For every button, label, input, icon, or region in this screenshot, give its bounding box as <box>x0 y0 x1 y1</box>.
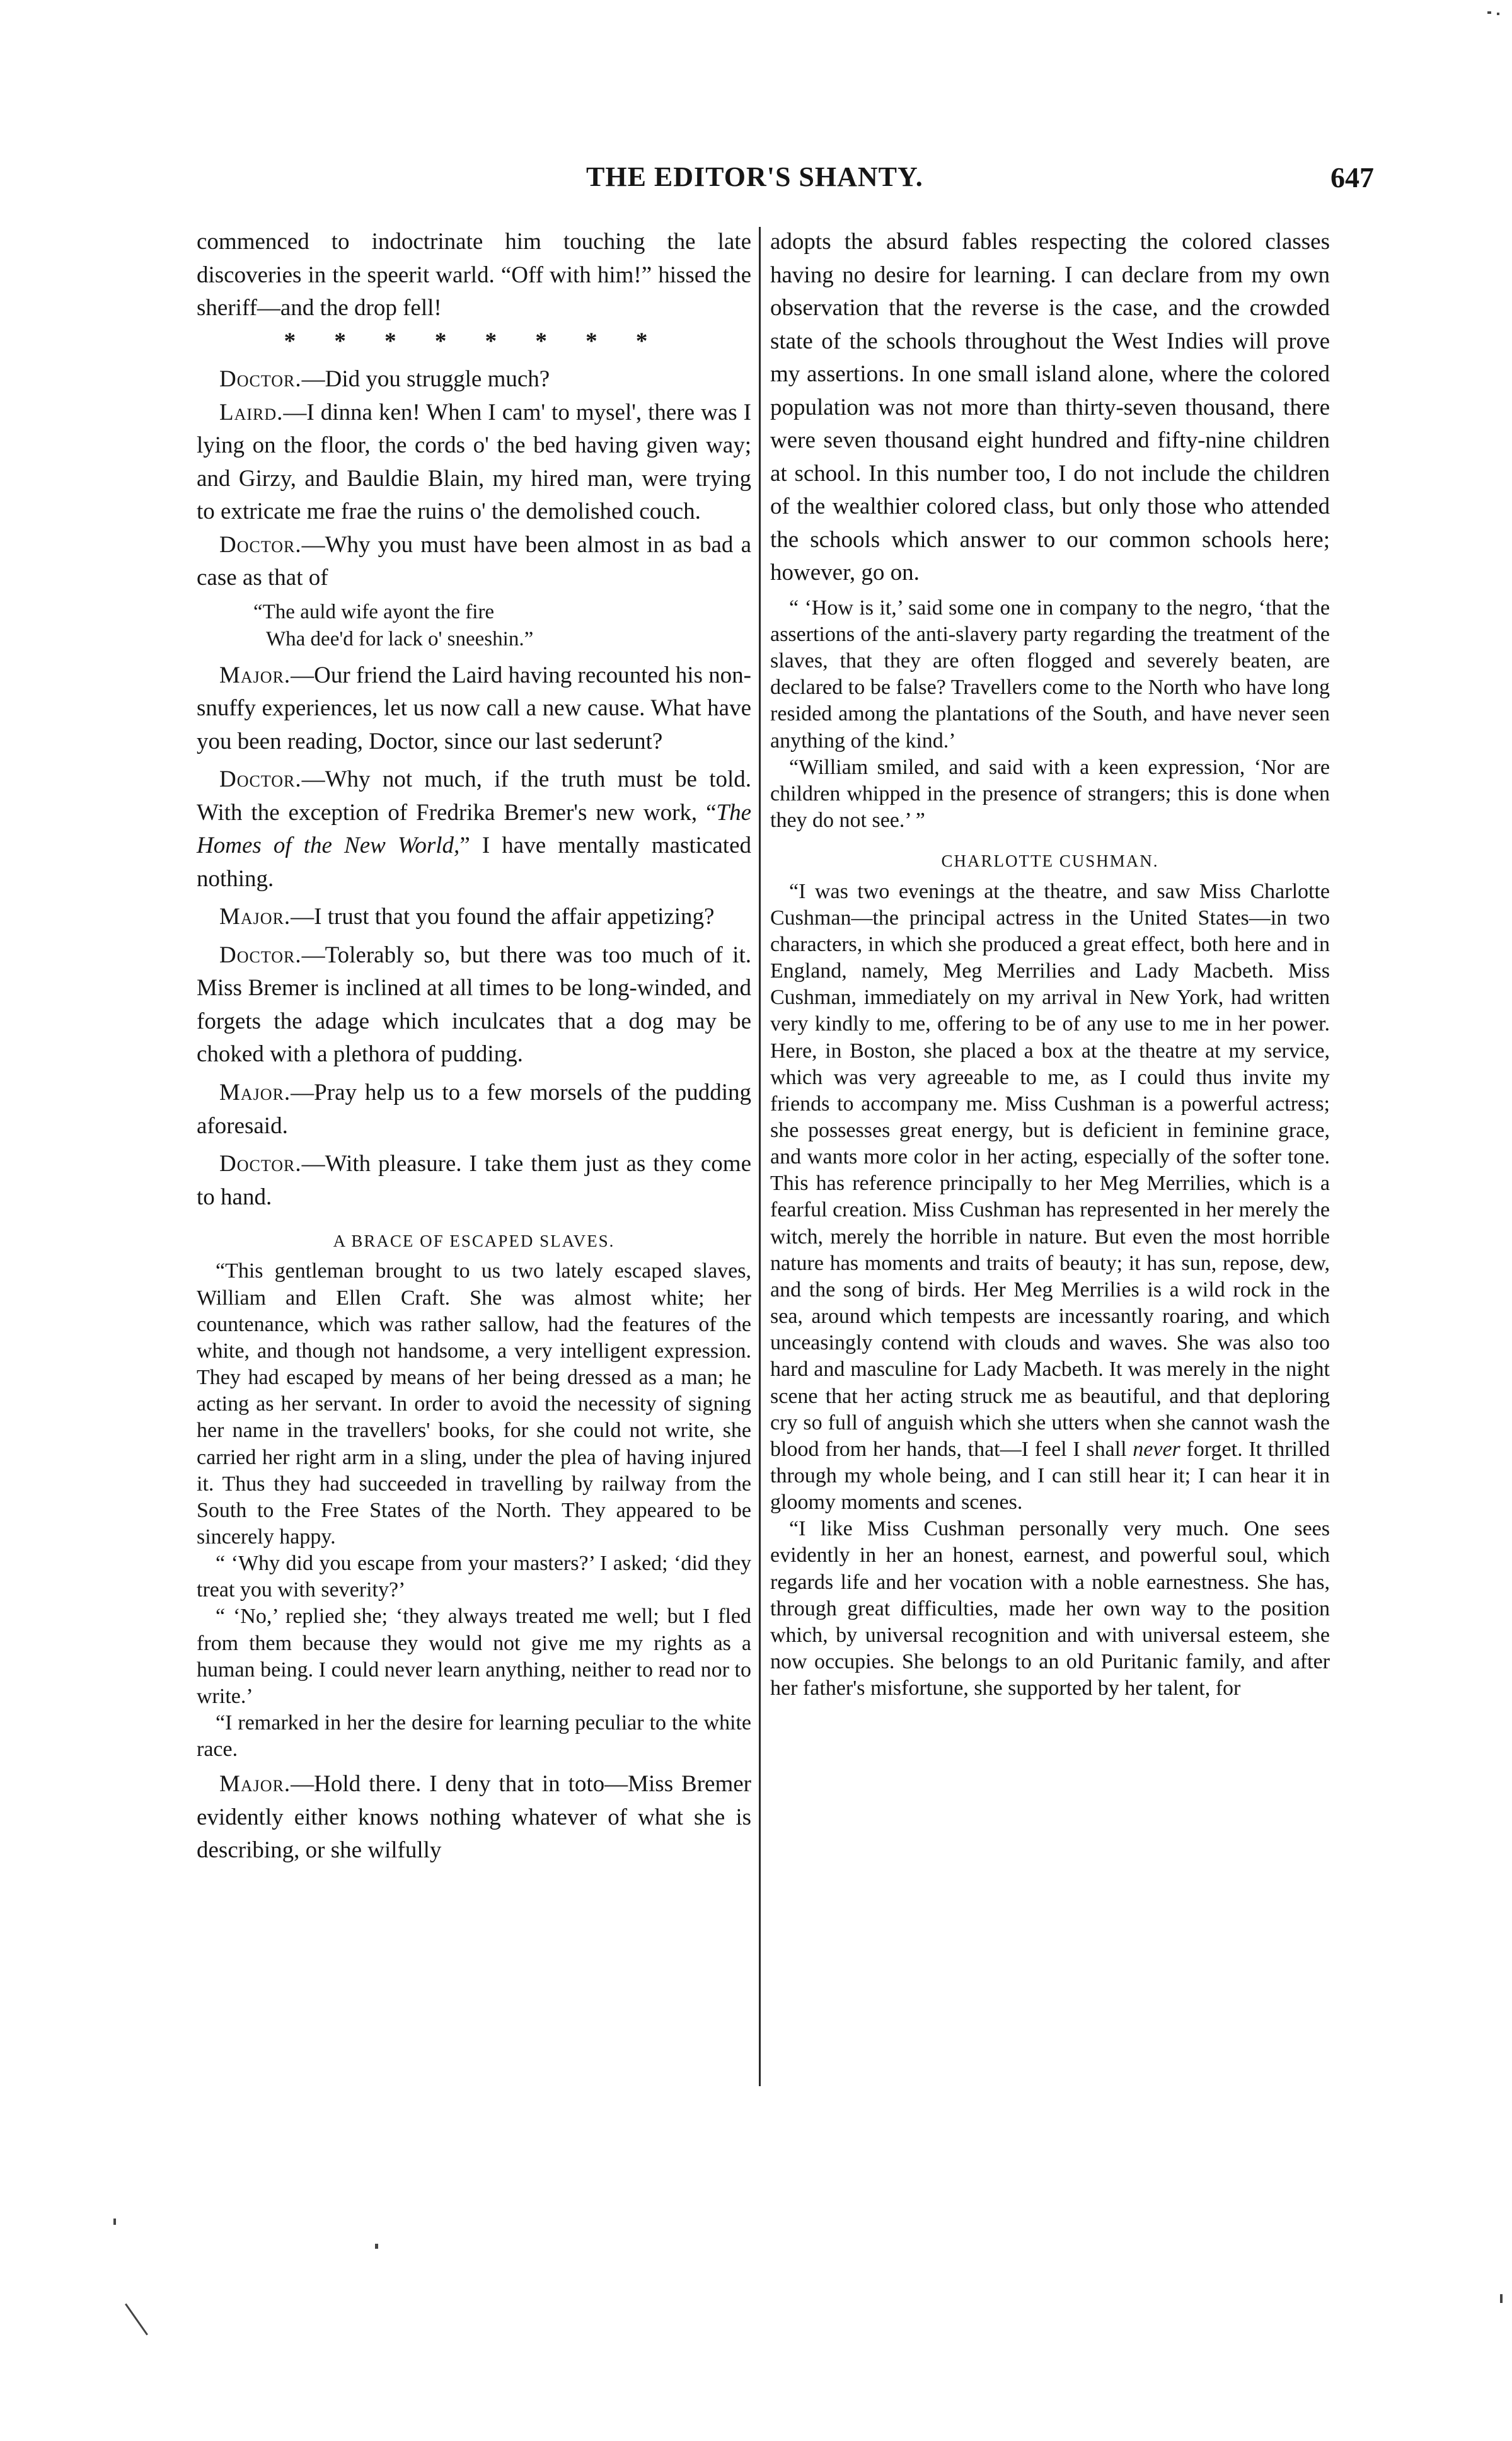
paragraph: adopts the absurd fables respecting the colored classes having no desire for learning. I can declare from my own observation that the reverse is the case, and the crowded state of the schools throughout the West Indies will prove my assertions. In one small island alone, where the colored population was not more than thirty-seven thousand, there were seven thousand eight hundred and fifty-nine children at school. In this number too, I do not include the children of the wealthier colored class, but only those who attended the schools which answer to our common schools here; however, go on. <box>770 229 1330 586</box>
excerpt-paragraph: “This gentleman brought to us two lately escaped slaves, William and Ellen Craft. She was almost white; her countenance, which was rather sallow, had the features of the white, and though not handsome, a very intelligent expression. They had escaped by means of her being dressed as a man; he acting as her servant. In order to avoid the necessity of signing her name in the travellers' books, for she could not write, she carried her right arm in a sling, under the plea of having injured it. Thus they had succeeded in travelling by railway from the South to the Free States of the North. They appeared to be sincerely happy. <box>197 1259 751 1549</box>
dialogue-doctor <box>197 363 751 396</box>
scan-speck <box>125 2304 148 2336</box>
excerpt-paragraph: “ ‘No,’ replied she; ‘they always treated me well; but I fled from them because they would not give me my rights as a human being. I could never learn anything, neither to read nor to write.’ <box>197 1605 751 1708</box>
speaker-label: Doctor. <box>219 1151 302 1177</box>
scan-speck <box>1497 13 1499 15</box>
excerpt-paragraph <box>770 879 1330 1516</box>
speech: —Hold there. I deny that in toto—Miss Bremer evidently either knows nothing whatever of what she is describing, or she wilfully <box>197 1771 751 1864</box>
speech: —I trust that you found the affair appetizing? <box>291 904 715 930</box>
scan-speck <box>113 2219 116 2225</box>
scan-speck <box>375 2244 378 2249</box>
speaker-label: Major. <box>219 1771 291 1798</box>
speech: —Tolerably so, but there was too much of it. Miss Bremer is inclined at all times to be long-winded, and forgets the adage which inculcates that a dog may be choked with a plethora of pudding. <box>197 942 751 1068</box>
scan-speck <box>1487 11 1491 14</box>
speaker-label: Doctor. <box>219 531 302 558</box>
dialogue-doctor <box>197 763 751 896</box>
excerpt-paragraph: “I like Miss Cushman personally very much. One sees evidently in her an honest, earnest, and powerful soul, which regards life and her vocation with a noble earnestness. She has, through great difficulties, made her own way to the position which, by universal recognition and with universal esteem, she now occupies. She belongs to an old Puritanic family, and after her father's misfortune, she supported by her talent, for <box>770 1517 1330 1700</box>
excerpt-paragraph: “ ‘How is it,’ said some one in company to the negro, ‘that the assertions of the anti-slavery party regarding the treatment of the slaves, that they are often flogged and severely beaten, are declared to be false? Travellers come to the North who have long resided among the plantations of the South, and have never seen anything of the kind.’ <box>770 596 1330 753</box>
asterism: * * * * * * * * <box>284 328 664 354</box>
speaker-label: Doctor. <box>219 366 302 393</box>
verse-line: “The auld wife ayont the fire <box>253 600 495 623</box>
scan-speck <box>1500 2294 1503 2303</box>
speaker-label: Major. <box>219 662 291 688</box>
speaker-label: Laird. <box>219 399 284 425</box>
dialogue-doctor <box>197 1148 751 1214</box>
section-heading: CHARLOTTE CUSHMAN. <box>941 851 1159 871</box>
speech: —I dinna ken! When I cam' to mysel', there was I lying on the floor, the cords o' the bed having given way; and Girzy, and Bauldie Blain, my hired man, were trying to extricate me frae the ruins o' the demolished couch. <box>197 399 751 525</box>
right-column <box>770 226 1330 1702</box>
excerpt-paragraph: “ ‘Why did you escape from your masters?’ I asked; ‘did they treat you with severity?’ <box>197 1552 751 1602</box>
speaker-label: Doctor. <box>219 766 302 793</box>
running-header <box>189 161 1374 211</box>
speaker-label: Major. <box>219 904 291 930</box>
book-title: The Homes of the New World, <box>197 799 751 859</box>
dialogue-doctor <box>197 529 751 595</box>
speech: ” I have mentally masticated nothing. <box>197 833 751 892</box>
excerpt-text: “I was two evenings at the theatre, and saw Miss Charlotte Cushman—the principal actress in the United States—in two characters, in which she produced a great effect, both here and in England, namely, Meg Merrilies and Lady Macbeth. Miss Cushman, immediately on my arrival in New York, had written very kindly to me, offering to be of any use to me in her power. Here, in Boston, she placed a box at the theatre at my service, which was very agreeable to me, as I could thus invite my friends to accompany me. Miss Cushman is a powerful actress; she possesses great energy, but is deficient in feminine grace, and wants more color in her acting, especially of the softer tone. This has reference principally to her Meg Merrilies, which is a fearful creation. Miss Cushman has represented in her merely the witch, merely the horrible in nature. But even the most horrible nature has moments and traits of beauty; it has sun, repose, dew, and the song of birds. Her Meg Merrilies is a wild rock in the sea, around which tempests are incessantly roaring, and which unceasingly contend with clouds and waves. She was also too hard and masculine for Lady Macbeth. It was merely in the night scene that her acting struck me as beautiful, and that deploring cry so full of anguish which she utters when she cannot wash the blood from her hands, that—I feel I shall <box>770 879 1330 1461</box>
left-column <box>197 226 751 1867</box>
dialogue-major <box>197 901 751 934</box>
speaker-label: Major. <box>219 1080 291 1105</box>
dialogue-major <box>197 1768 751 1867</box>
speech: —Why not much, if the truth must be told. With the exception of Fredrika Bremer's new work, “ <box>197 766 751 826</box>
speech: —Our friend the Laird having recounted his non-snuffy experiences, let us now call a new cause. What have you been reading, Doctor, since our last sederunt? <box>197 662 751 754</box>
dialogue-major <box>197 1076 751 1143</box>
page-number: 647 <box>1330 161 1374 193</box>
dialogue-doctor <box>197 939 751 1071</box>
speech: —Pray help us to a few morsels of the pudding aforesaid. <box>197 1080 751 1139</box>
emphasis: never <box>1133 1437 1180 1461</box>
speech: —Did you struggle much? <box>301 366 550 393</box>
dialogue-major <box>197 659 751 759</box>
verse-quote <box>253 599 751 653</box>
section-heading: A BRACE OF ESCAPED SLAVES. <box>333 1232 615 1251</box>
excerpt-paragraph: “William smiled, and said with a keen expression, ‘Nor are children whipped in the presence of strangers; this is done when they do not see.’ ” <box>770 755 1330 833</box>
speech: —With pleasure. I take them just as they come to hand. <box>197 1151 751 1210</box>
excerpt-paragraph: “I remarked in her the desire for learning peculiar to the white race. <box>197 1711 751 1762</box>
paragraph: commenced to indoctrinate him touching the late discoveries in the speerit warld. “Off with him!” hissed the sheriff—and the drop fell! <box>197 229 751 321</box>
excerpt-text: forget. It thrilled through my whole being, and I can still hear it; I can hear it in gloomy moments and scenes. <box>770 1437 1330 1515</box>
speech: —Why you must have been almost in as bad a case as that of <box>197 531 751 591</box>
dialogue-laird <box>197 396 751 529</box>
running-title: THE EDITOR'S SHANTY. <box>586 161 923 192</box>
speaker-label: Doctor. <box>219 942 302 968</box>
verse-line: Wha dee'd for lack o' sneeshin.” <box>266 627 534 650</box>
column-rule <box>759 227 761 2086</box>
